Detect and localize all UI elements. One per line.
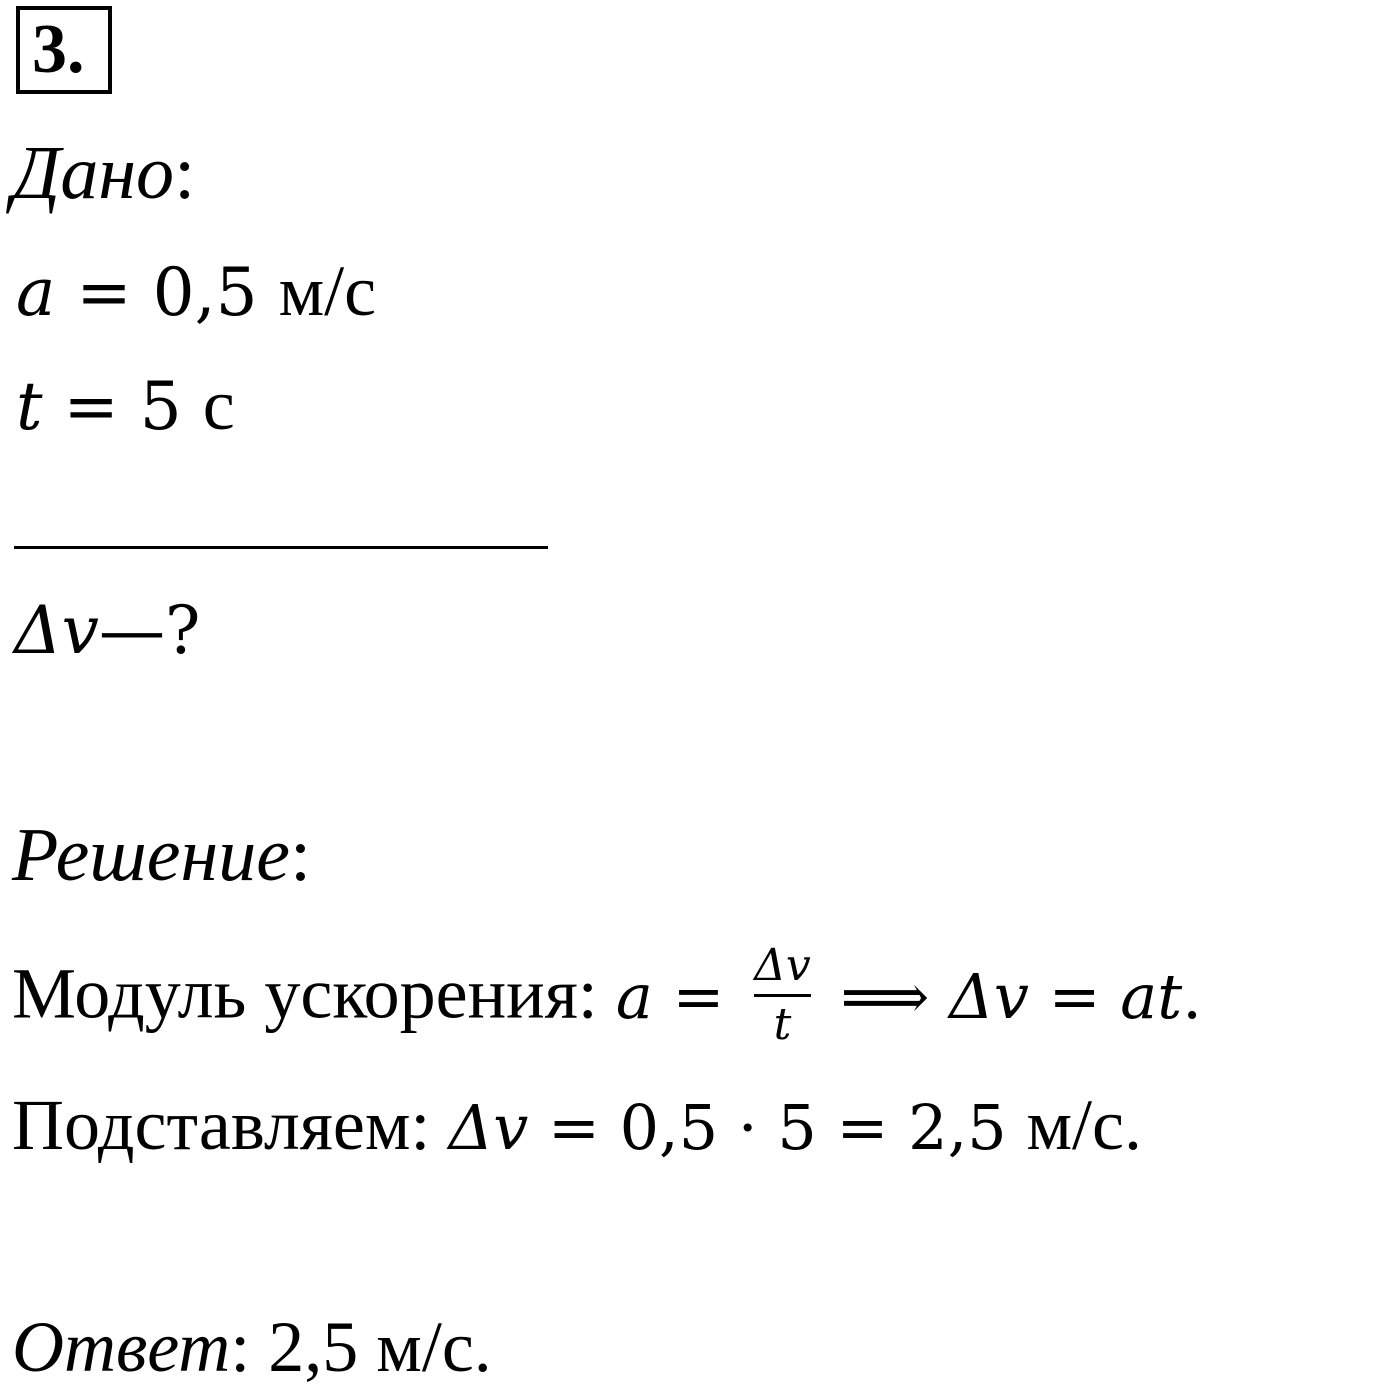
answer-label: Ответ [12, 1307, 231, 1387]
problem-number-box [16, 6, 112, 94]
substitution-expr: = 0,5 · 5 = 2,5 [528, 1091, 1027, 1164]
given-acceleration-var: a [16, 254, 56, 331]
substitution-dv: Δv [448, 1091, 529, 1164]
given-acceleration-eq: = 0,5 [55, 254, 279, 331]
formula-rhs: at [1120, 959, 1183, 1033]
formula-implies: ⟹ [820, 959, 950, 1033]
formula-intro-text: Модуль ускорения: [12, 953, 616, 1034]
find-quantity [14, 592, 200, 669]
formula-end: . [1182, 959, 1202, 1033]
given-heading-colon: : [174, 131, 196, 215]
problem-number: 3. [32, 11, 85, 88]
fraction-denominator: t [773, 999, 792, 1050]
fraction-bar [754, 994, 811, 997]
formula-eq1: = [652, 959, 745, 1033]
solution-line-substitution [12, 1084, 1142, 1167]
fraction-numerator: Δv [754, 940, 811, 991]
given-time [16, 364, 235, 447]
substitution-math [448, 1091, 1026, 1164]
find-quantity-var: Δv [14, 592, 99, 669]
given-time-unit: с [202, 365, 235, 445]
substitution-intro-text: Подставляем: [12, 1085, 449, 1165]
given-time-eq: = 5 [42, 368, 203, 445]
formula-fraction [754, 942, 811, 1049]
answer-value: : 2,5 м/с. [230, 1307, 492, 1387]
formula-math [615, 940, 1202, 1050]
answer-line [12, 1306, 492, 1389]
given-acceleration [16, 250, 376, 333]
substitution-unit: м/с. [1026, 1085, 1142, 1165]
solution-heading [12, 812, 311, 899]
solution-heading-colon: : [289, 813, 312, 897]
solution-line-formula [12, 940, 1202, 1055]
formula-eq2: = [1028, 959, 1121, 1033]
given-acceleration-unit: м/с [278, 251, 377, 331]
given-heading-text: Дано [12, 131, 175, 215]
formula-dv: Δv [949, 959, 1029, 1033]
given-divider [14, 546, 548, 549]
formula-lhs: a [615, 959, 653, 1033]
given-time-var: t [16, 368, 43, 445]
given-heading [12, 130, 195, 217]
solution-heading-text: Решение [12, 813, 290, 897]
find-quantity-rest: —? [98, 592, 201, 669]
